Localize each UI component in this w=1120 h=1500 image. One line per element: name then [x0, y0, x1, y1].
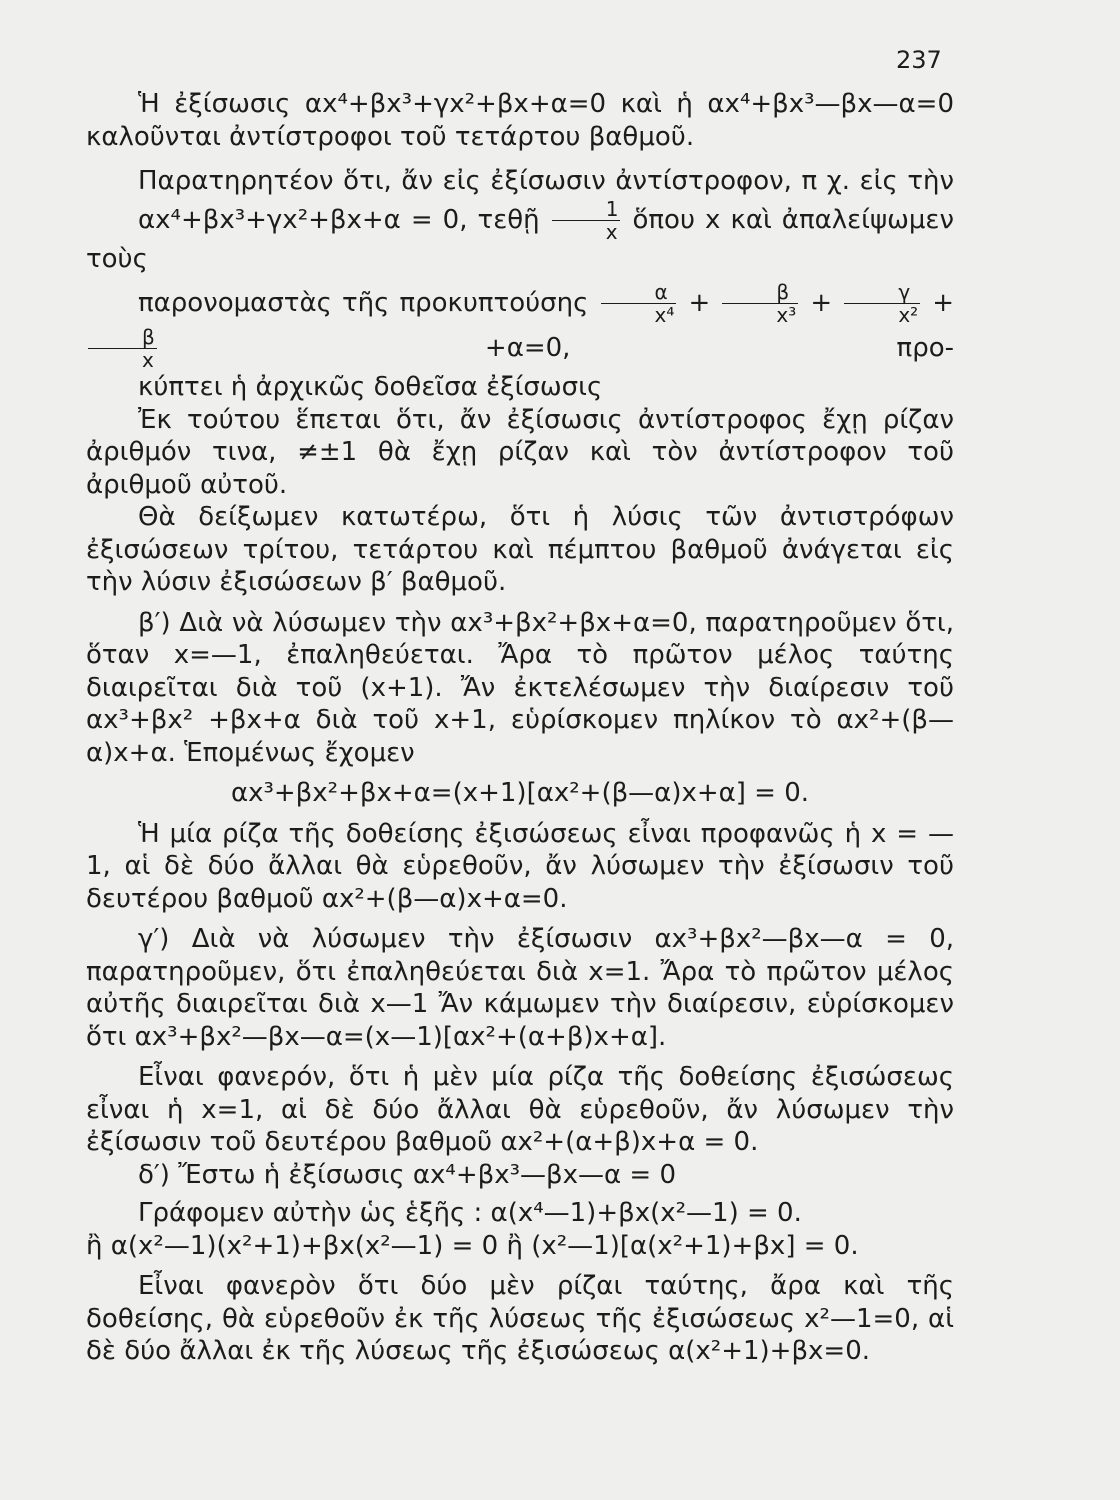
paragraph-case-gamma: γ′) Διὰ νὰ λύσωμεν τὴν ἐξίσωσιν αx³+βx²—βx—α = 0, παρατηροῦμεν, ὅτι ἐπαληθεύεται διὰ x=1. Ἄρα τὸ πρῶτον μέλος αὐτῆς διαιρεῖται διὰ x—1 Ἄν κάμωμεν τὴν διαίρεσιν, εὑρίσκομεν ὅτι αx³+βx²—βx—α=(x—1)[αx²+(α+β)x+α].	[86, 924, 954, 1052]
observation-line-1: Παρατηρητέον ὅτι, ἄν εἰς ἐξίσωσιν ἀντίστροφον, π χ. εἰς τὴν	[138, 166, 954, 196]
fraction-beta-over-x: $\frac{\beta}{x}$	[88, 326, 157, 371]
paragraph-root-one: Εἶναι φανερόν, ὅτι ἡ μὲν μία ρίζα τῆς δοθείσης ἐξισώσεως εἶναι ἡ x=1, αἱ δὲ δύο ἄλλαι θὰ εὑρεθοῦν, ἄν λύσωμεν τὴν ἐξίσωσιν τοῦ δευτέρου βαθμοῦ αx²+(α+β)x+α = 0.	[86, 1062, 954, 1157]
paragraph-conclusion: Εἶναι φανερὸν ὅτι δύο μὲν ρίζαι ταύτης, ἄρα καὶ τῆς δοθείσης, θὰ εὑρεθοῦν ἐκ τῆς λύσεως τῆς ἐξισώσεως x²—1=0, αἱ δὲ δύο ἄλλαι ἐκ τῆς λύσεως τῆς ἐξισώσεως α(x²+1)+βx=0.	[86, 1271, 954, 1366]
fraction-beta-over-x3: $\frac{\beta}{\text{x³}}$	[722, 281, 798, 326]
paragraph-consequence: Ἐκ τούτου ἕπεται ὅτι, ἄν ἐξίσωσις ἀντίστροφος ἔχῃ ρίζαν ἀριθμόν τινα, ≠±1 θὰ ἔχῃ ρίζαν καὶ τὸν ἀντίστροφον τοῦ ἀριθμοῦ αὐτοῦ.	[86, 404, 954, 500]
fraction-alpha-over-x4: $\frac{\alpha}{\text{x⁴}}$	[601, 281, 677, 326]
page-body	[86, 88, 954, 1368]
equation-cubic-factorization: αx³+βx²+βx+α=(x+1)[αx²+(β—α)x+α] = 0.	[230, 778, 810, 808]
fraction-gamma-over-x2: $\frac{\gamma}{\text{x²}}$	[844, 281, 920, 326]
paragraph-case-beta: β′) Διὰ νὰ λύσωμεν τὴν αx³+βx²+βx+α=0, παρατηροῦμεν ὅτι, ὅταν x=—1, ἐπαληθεύεται. Ἄρα τὸ πρῶτον μέλος ταύτης διαιρεῖται διὰ τοῦ (x+1). Ἄν ἐκτελέσωμεν τὴν διαίρεσιν τοῦ αx³+βx² +βx+α διὰ τοῦ x+1, εὑρίσκομεν πηλίκον τὸ αx²+(β—α)x+α. Ἑπομένως ἔχομεν	[86, 607, 954, 768]
equation-text: ὅπου x καὶ ἀπαλείψωμεν τοὺς	[86, 204, 955, 274]
fraction-1-over-x: $\frac{1}{x}$	[552, 198, 621, 243]
paragraph-root-minus-one: Ἡ μία ρίζα τῆς δοθείσης ἐξισώσεως εἶναι προφανῶς ἡ x = —1, αἱ δὲ δύο ἄλλαι θὰ εὑρεθοῦν, ἄν λύσωμεν τὴν ἐξίσωσιν τοῦ δευτέρου βαθμοῦ αx²+(β—α)x+α=0.	[86, 818, 954, 914]
paragraph-factorization: ἢ α(x²—1)(x²+1)+βx(x²—1) = 0 ἢ (x²—1)[α(x²+1)+βx] = 0.	[86, 1230, 859, 1261]
equation-text: αx⁴+βx³+γx²+βx+α = 0, τεθῇ	[138, 204, 540, 235]
paragraph-case-delta: δ′) Ἔστω ἡ ἐξίσωσις αx⁴+βx³—βx—α = 0	[138, 1159, 677, 1190]
paragraph-reciprocal-definition: Ἡ ἐξίσωσις αx⁴+βx³+γx²+βx+α=0 καὶ ἡ αx⁴+βx³—βx—α=0 καλοῦνται ἀντίστροφοι τοῦ τετάρτου βαθμοῦ.	[86, 89, 954, 152]
observation-line-2	[86, 198, 954, 276]
page-number: 237	[896, 46, 942, 74]
paragraph-reduction: Θὰ δείξωμεν κατωτέρω, ὅτι ἡ λύσις τῶν ἀντιστρόφων ἐξισώσεων τρίτου, τετάρτου καὶ πέμπτου βαθμοῦ ἀνάγεται εἰς τὴν λύσιν ἐξισώσεων β′ βαθμοῦ.	[86, 502, 954, 597]
observation-line-4: κύπτει ἡ ἀρχικῶς δοθεῖσα ἐξίσωσις	[138, 372, 603, 402]
paragraph-observation	[86, 165, 954, 404]
paragraph-rewrite: Γράφομεν αὐτὴν ὡς ἑξῆς : α(x⁴—1)+βx(x²—1) = 0.	[138, 1198, 802, 1228]
observation-line-3: παρονομαστὰς τῆς προκυπτούσης $\frac{\alpha}{\text{x⁴}}$ + $\frac{\beta}{\text{x³}}$ + $\frac{\gamma}{\text{x²}}$ + $\frac{\beta}{x}$ +α=0, προ-	[86, 281, 954, 371]
